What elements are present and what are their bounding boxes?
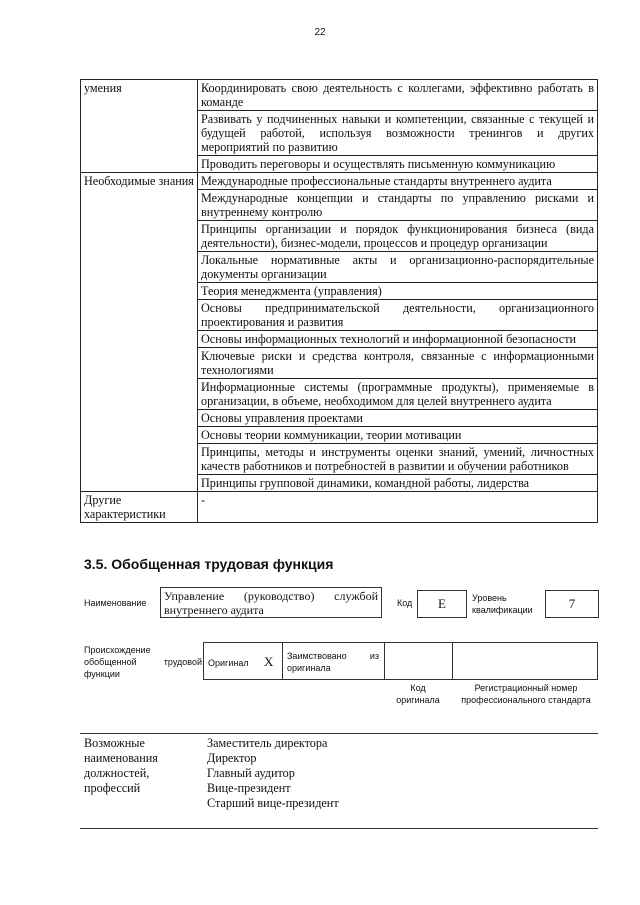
code-original-note: Код оригинала bbox=[396, 683, 440, 705]
table-cell: Основы теории коммуникации, теории мотивации bbox=[198, 427, 598, 444]
table-cell: Проводить переговоры и осуществлять письменную коммуникацию bbox=[198, 156, 598, 173]
code-label: Код bbox=[397, 598, 413, 608]
list-item: Заместитель директора bbox=[207, 736, 328, 750]
level-label: Уровень квалификации bbox=[472, 593, 533, 615]
table-cell: - bbox=[198, 492, 598, 523]
list-item: Старший вице-президент bbox=[207, 796, 339, 810]
divider bbox=[597, 642, 598, 679]
table-cell: Основы управления проектами bbox=[198, 410, 598, 427]
table-cell: Основы предпринимательской деятельности, организационного проектирования и развития bbox=[198, 300, 598, 331]
borrowed-label: Заимствовано из оригинала bbox=[287, 651, 379, 673]
table-cell: Принципы организации и порядок функционирования бизнеса (вида деятельности), бизнес-модели, процессов и процедур организации bbox=[198, 221, 598, 252]
level-value: 7 bbox=[545, 590, 599, 618]
positions-list bbox=[207, 736, 339, 811]
table-cell: Основы информационных технологий и информационной безопасности bbox=[198, 331, 598, 348]
skills-knowledge-table bbox=[80, 79, 598, 523]
table-cell: Принципы, методы и инструменты оценки знаний, умений, личностных качеств работников и потребностей в развитии и обучении работников bbox=[198, 444, 598, 475]
table-cell: Ключевые риски и средства контроля, связанные с информационными технологиями bbox=[198, 348, 598, 379]
table-cell: Локальные нормативные акты и организационно-распорядительные документы организации bbox=[198, 252, 598, 283]
positions-label: Возможные наименования должностей, профессий bbox=[84, 736, 158, 795]
original-label: Оригинал bbox=[208, 658, 249, 668]
table-cell: Информационные системы (программные продукты), применяемые в организации, в объеме, необходимом для целей внутреннего аудита bbox=[198, 379, 598, 410]
table-row bbox=[81, 80, 598, 111]
list-item: Директор bbox=[207, 751, 257, 765]
divider bbox=[384, 642, 385, 679]
table-cell: Принципы групповой динамики, командной работы, лидерства bbox=[198, 475, 598, 492]
row-label: умения bbox=[81, 80, 198, 173]
list-item: Вице-президент bbox=[207, 781, 291, 795]
table-cell: Теория менеджмента (управления) bbox=[198, 283, 598, 300]
table-row bbox=[81, 492, 598, 523]
row-label: Необходимые знания bbox=[81, 173, 198, 492]
divider bbox=[282, 642, 283, 679]
table-row bbox=[81, 173, 598, 190]
function-name-value: Управление (руководство) службой внутреннего аудита bbox=[160, 587, 382, 618]
divider bbox=[80, 828, 598, 829]
divider bbox=[452, 642, 453, 679]
section-heading: 3.5. Обобщенная трудовая функция bbox=[84, 556, 334, 572]
original-mark: X bbox=[264, 654, 274, 669]
table-cell: Международные концепции и стандарты по управлению рисками и внутреннему контролю bbox=[198, 190, 598, 221]
table-cell: Развивать у подчиненных навыки и компетенции, связанные с текущей и будущей работой, используя возможности тренингов и других мероприятий по развитию bbox=[198, 111, 598, 156]
divider bbox=[203, 642, 204, 679]
divider bbox=[203, 642, 598, 643]
name-label: Наименование bbox=[84, 598, 147, 608]
reg-number-note: Регистрационный номер профессионального стандарта bbox=[461, 683, 591, 705]
page-number: 22 bbox=[314, 27, 326, 38]
divider bbox=[80, 733, 598, 734]
table-cell: Международные профессиональные стандарты внутреннего аудита bbox=[198, 173, 598, 190]
list-item: Главный аудитор bbox=[207, 766, 295, 780]
row-label: Другие характеристики bbox=[81, 492, 198, 523]
table-cell: Координировать свою деятельность с коллегами, эффективно работать в команде bbox=[198, 80, 598, 111]
divider bbox=[203, 679, 598, 680]
code-value: E bbox=[417, 590, 467, 618]
origin-label: Происхождение обобщенной трудовой функции bbox=[84, 645, 202, 679]
